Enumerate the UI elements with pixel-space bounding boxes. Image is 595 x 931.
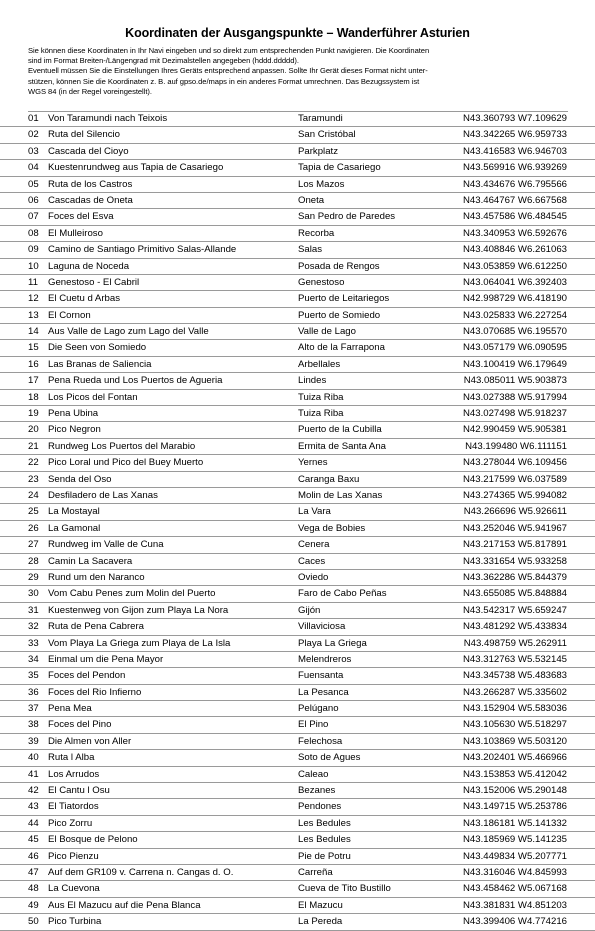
route-name: Von Taramundi nach Teixois xyxy=(48,113,168,124)
start-point: Villaviciosa xyxy=(298,621,346,633)
route-name: Desfiladero de Las Xanas xyxy=(48,489,158,501)
start-point: Soto de Agues xyxy=(298,752,361,764)
row-number: 07 xyxy=(28,211,39,223)
route-name: Pena Ubina xyxy=(48,408,99,420)
table-row xyxy=(0,603,595,619)
table-row xyxy=(0,767,595,783)
coordinates: N43.381831 W4.851203 xyxy=(462,899,567,911)
page-title: Koordinaten der Ausgangspunkte – Wanderführer Asturien xyxy=(125,26,470,40)
route-name: Auf dem GR109 v. Carrena n. Cangas d. O. xyxy=(48,866,234,878)
start-point: Caleao xyxy=(298,768,329,780)
route-name: El Tiatordos xyxy=(48,801,99,813)
start-point: Cenera xyxy=(298,539,330,551)
row-number: 02 xyxy=(28,129,39,141)
coordinates: N42.990459 W5.905381 xyxy=(462,424,567,436)
route-name: Foces del Pendon xyxy=(48,670,126,682)
coordinates: N43.498759 W5.262911 xyxy=(463,637,567,649)
start-point: Lindes xyxy=(298,375,327,387)
coordinates: N43.185969 W5.141235 xyxy=(462,834,567,846)
coordinates: N43.316046 W4.845993 xyxy=(462,866,567,878)
start-point: Vega de Bobies xyxy=(298,522,366,534)
row-number: 26 xyxy=(28,522,39,534)
row-number: 06 xyxy=(28,194,39,206)
row-number: 32 xyxy=(28,621,39,633)
row-number: 44 xyxy=(28,817,39,829)
table-row xyxy=(0,406,595,422)
route-name: Foces del Pino xyxy=(48,719,112,731)
coordinates: N43.416583 W6.946703 xyxy=(462,145,567,157)
route-name: Pico Pienzu xyxy=(48,850,99,862)
row-number: 31 xyxy=(28,604,39,616)
route-name: Vom Playa La Griega zum Playa de La Isla xyxy=(48,637,231,649)
route-name: Einmal um die Pena Mayor xyxy=(48,653,164,665)
table-row xyxy=(0,521,595,537)
route-name: Camino de Santiago Primitivo Salas-Allande xyxy=(48,244,237,256)
start-point: Tapia de Casariego xyxy=(298,162,381,174)
start-point: Pendones xyxy=(298,801,342,813)
row-number: 17 xyxy=(28,375,39,387)
start-point: Cueva de Tito Bustillo xyxy=(298,883,391,895)
start-point: Oviedo xyxy=(298,571,329,583)
route-name: Ruta de los Castros xyxy=(48,178,133,190)
route-name: Genestoso - El Cabril xyxy=(48,276,140,288)
table-row xyxy=(0,668,595,684)
row-number: 34 xyxy=(28,653,39,665)
row-number: 48 xyxy=(28,883,39,895)
table-row xyxy=(0,422,595,438)
start-point: Puerto de Leitariegos xyxy=(298,293,390,305)
start-point: Pelúgano xyxy=(298,703,339,715)
start-point: Tuiza Riba xyxy=(298,391,344,403)
row-number: 27 xyxy=(28,539,39,551)
table-row xyxy=(0,636,595,652)
coordinates: N43.569916 W6.939269 xyxy=(462,162,567,174)
start-point: Les Bedules xyxy=(298,817,351,829)
table-row xyxy=(0,701,595,717)
table-row xyxy=(0,439,595,455)
table-row xyxy=(0,734,595,750)
coordinates: N43.025833 W6.227254 xyxy=(462,309,567,321)
start-point: Pie de Potru xyxy=(298,850,351,862)
table-row xyxy=(0,652,595,668)
row-number: 41 xyxy=(28,768,39,780)
coordinates: N43.266696 W5.926611 xyxy=(463,506,567,518)
start-point: Los Mazos xyxy=(298,178,345,190)
start-point: Yernes xyxy=(298,457,328,469)
row-number: 46 xyxy=(28,850,39,862)
table-row xyxy=(0,373,595,389)
table-row xyxy=(0,209,595,225)
coordinates: N43.057179 W6.090595 xyxy=(462,342,567,354)
coordinates: N43.085011 W5.903873 xyxy=(463,375,567,387)
route-name: Cascadas de Oneta xyxy=(48,194,133,206)
row-number: 35 xyxy=(28,670,39,682)
table-row xyxy=(0,881,595,897)
table-row xyxy=(0,570,595,586)
table-row xyxy=(0,750,595,766)
start-point: Ermita de Santa Ana xyxy=(298,440,386,452)
row-number: 37 xyxy=(28,703,39,715)
table-row xyxy=(0,865,595,881)
start-point: Salas xyxy=(298,244,322,256)
table-row xyxy=(0,537,595,553)
start-point: San Pedro de Paredes xyxy=(298,211,396,223)
row-number: 15 xyxy=(28,342,39,354)
row-number: 39 xyxy=(28,735,39,747)
coordinates-table xyxy=(0,111,595,931)
start-point: Alto de la Farrapona xyxy=(298,342,385,354)
start-point: Valle de Lago xyxy=(298,326,356,338)
coordinates: N43.331654 W5.933258 xyxy=(462,555,567,567)
row-number: 38 xyxy=(28,719,39,731)
coordinates: N43.070685 W6.195570 xyxy=(462,326,567,338)
coordinates: N43.481292 W5.433834 xyxy=(462,621,567,633)
start-point: Felechosa xyxy=(298,735,343,747)
coordinates: N43.217599 W6.037589 xyxy=(462,473,567,485)
table-row xyxy=(0,816,595,832)
start-point: Arbellales xyxy=(298,358,341,370)
coordinates: N43.408846 W6.261063 xyxy=(462,244,567,256)
coordinates: N43.152904 W5.583036 xyxy=(462,703,567,715)
row-number: 04 xyxy=(28,162,39,174)
route-name: Vom Cabu Penes zum Molin del Puerto xyxy=(48,588,216,600)
coordinates: N43.399406 W4.774216 xyxy=(462,916,567,928)
table-row xyxy=(0,619,595,635)
table-row xyxy=(0,717,595,733)
table-row xyxy=(0,259,595,275)
row-number: 40 xyxy=(28,752,39,764)
route-name: Rund um den Naranco xyxy=(48,571,145,583)
start-point: Parkplatz xyxy=(298,145,338,157)
table-row xyxy=(0,177,595,193)
route-name: La Gamonal xyxy=(48,522,101,534)
route-name: Ruta del Silencio xyxy=(48,129,120,141)
start-point: Melendreros xyxy=(298,653,352,665)
coordinates: N43.149715 W5.253786 xyxy=(462,801,567,813)
row-number: 21 xyxy=(28,440,39,452)
table-row xyxy=(0,554,595,570)
route-name: Die Seen von Somiedo xyxy=(48,342,147,354)
route-name: La Cuevona xyxy=(48,883,100,895)
row-number: 08 xyxy=(28,227,39,239)
start-point: San Cristóbal xyxy=(298,129,356,141)
route-name: El Cornon xyxy=(48,309,91,321)
route-name: Foces del Rio Infierno xyxy=(48,686,142,698)
intro-paragraph-2: Eventuell müssen Sie die Einstellungen Ihres Geräts entsprechend anpassen. Sollte Ihr Gerät dieses Format nicht unter- stützen, können Sie die Koordinaten z. B. auf gpso.de/maps in ein anderes Format umrechnen. Das Bezugssystem ist WGS 84 (in der Regel voreingestellt). xyxy=(28,66,428,96)
row-number: 23 xyxy=(28,473,39,485)
table-row xyxy=(0,308,595,324)
route-name: Aus El Mazucu auf die Pena Blanca xyxy=(48,899,201,911)
coordinates: N43.340953 W6.592676 xyxy=(462,227,567,239)
start-point: El Pino xyxy=(298,719,329,731)
start-point: Gijón xyxy=(298,604,321,616)
start-point: Fuensanta xyxy=(298,670,344,682)
coordinates: N43.153853 W5.412042 xyxy=(462,768,567,780)
row-number: 03 xyxy=(28,145,39,157)
coordinates: N43.434676 W6.795566 xyxy=(462,178,567,190)
coordinates: N42.998729 W6.418190 xyxy=(462,293,567,305)
row-number: 05 xyxy=(28,178,39,190)
start-point: Faro de Cabo Peñas xyxy=(298,588,387,600)
route-name: Senda del Oso xyxy=(48,473,112,485)
start-point: Genestoso xyxy=(298,276,345,288)
table-row xyxy=(0,914,595,930)
coordinates: N43.053859 W6.612250 xyxy=(462,260,567,272)
intro-text xyxy=(28,46,573,97)
route-name: Pena Mea xyxy=(48,703,92,715)
row-number: 30 xyxy=(28,588,39,600)
route-name: Cascada del Cioyo xyxy=(48,145,129,157)
row-number: 16 xyxy=(28,358,39,370)
row-number: 10 xyxy=(28,260,39,272)
route-name: Kuestenrundweg aus Tapia de Casariego xyxy=(48,162,224,174)
row-number: 33 xyxy=(28,637,39,649)
start-point: La Pesanca xyxy=(298,686,349,698)
start-point: Puerto de la Cubilla xyxy=(298,424,382,436)
route-name: Ruta l Alba xyxy=(48,752,95,764)
table-row xyxy=(0,488,595,504)
table-row xyxy=(0,455,595,471)
route-name: Aus Valle de Lago zum Lago del Valle xyxy=(48,326,209,338)
row-number: 24 xyxy=(28,489,39,501)
coordinates: N43.202401 W5.466966 xyxy=(462,752,567,764)
route-name: Pico Zorru xyxy=(48,817,93,829)
table-row xyxy=(0,226,595,242)
table-row xyxy=(0,390,595,406)
route-name: Foces del Esva xyxy=(48,211,114,223)
table-row xyxy=(0,242,595,258)
start-point: Taramundi xyxy=(298,113,343,124)
coordinates: N43.449834 W5.207771 xyxy=(462,850,567,862)
row-number: 36 xyxy=(28,686,39,698)
coordinates: N43.027498 W5.918237 xyxy=(462,408,567,420)
start-point: El Mazucu xyxy=(298,899,343,911)
coordinates: N43.252046 W5.941967 xyxy=(462,522,567,534)
table-row xyxy=(0,849,595,865)
coordinates: N43.064041 W6.392403 xyxy=(462,276,567,288)
start-point: Caranga Baxu xyxy=(298,473,360,485)
start-point: Caces xyxy=(298,555,326,567)
route-name: El Cuetu d Arbas xyxy=(48,293,120,305)
route-name: El Mulleiroso xyxy=(48,227,103,239)
route-name: Pico Negron xyxy=(48,424,101,436)
route-name: Pico Loral und Pico del Buey Muerto xyxy=(48,457,204,469)
route-name: Los Picos del Fontan xyxy=(48,391,138,403)
table-row xyxy=(0,685,595,701)
table-row xyxy=(0,275,595,291)
row-number: 45 xyxy=(28,834,39,846)
route-name: El Bosque de Pelono xyxy=(48,834,138,846)
row-number: 25 xyxy=(28,506,39,518)
table-row xyxy=(0,291,595,307)
route-name: Camin La Sacavera xyxy=(48,555,133,567)
table-row xyxy=(0,799,595,815)
coordinates: N43.266287 W5.335602 xyxy=(462,686,567,698)
row-number: 19 xyxy=(28,408,39,420)
row-number: 42 xyxy=(28,785,39,797)
row-number: 20 xyxy=(28,424,39,436)
coordinates: N43.027388 W5.917994 xyxy=(462,391,567,403)
coordinates: N43.152006 W5.290148 xyxy=(462,785,567,797)
route-name: La Mostayal xyxy=(48,506,100,518)
start-point: Molin de Las Xanas xyxy=(298,489,383,501)
table-row xyxy=(0,472,595,488)
row-number: 13 xyxy=(28,309,39,321)
table-row xyxy=(0,832,595,848)
coordinates: N43.458462 W5.067168 xyxy=(462,883,567,895)
row-number: 11 xyxy=(28,276,38,288)
row-number: 09 xyxy=(28,244,39,256)
intro-paragraph-1: Sie können diese Koordinaten in Ihr Navi eingeben und so direkt zum entsprechenden Punkt navigieren. Die Koordinaten sind im Format Breiten-/Längengrad mit Dezimalstellen angegeben (hddd.ddddd). xyxy=(28,46,430,66)
start-point: Playa La Griega xyxy=(298,637,367,649)
coordinates: N43.100419 W6.179649 xyxy=(462,358,567,370)
coordinates: N43.217153 W5.817891 xyxy=(462,539,567,551)
route-name: Los Arrudos xyxy=(48,768,100,780)
row-number: 14 xyxy=(28,326,39,338)
row-number: 18 xyxy=(28,391,39,403)
row-number: 50 xyxy=(28,916,39,928)
start-point: Recorba xyxy=(298,227,335,239)
row-number: 29 xyxy=(28,571,39,583)
route-name: Kuestenweg von Gijon zum Playa La Nora xyxy=(48,604,229,616)
coordinates: N43.342265 W6.959733 xyxy=(462,129,567,141)
start-point: Les Bedules xyxy=(298,834,351,846)
row-number: 22 xyxy=(28,457,39,469)
start-point: Bezanes xyxy=(298,785,336,797)
route-name: Pico Turbina xyxy=(48,916,102,928)
table-row xyxy=(0,193,595,209)
coordinates: N43.360793 W7.109629 xyxy=(462,113,567,124)
start-point: Tuiza Riba xyxy=(298,408,344,420)
route-name: Pena Rueda und Los Puertos de Agueria xyxy=(48,375,223,387)
coordinates: N43.362286 W5.844379 xyxy=(462,571,567,583)
start-point: Oneta xyxy=(298,194,325,206)
table-row xyxy=(0,586,595,602)
table-row xyxy=(0,783,595,799)
route-name: Die Almen von Aller xyxy=(48,735,132,747)
table-row xyxy=(0,898,595,914)
coordinates: N43.464767 W6.667568 xyxy=(462,194,567,206)
coordinates: N43.457586 W6.484545 xyxy=(462,211,567,223)
row-number: 43 xyxy=(28,801,39,813)
start-point: La Pereda xyxy=(298,916,343,928)
row-number: 28 xyxy=(28,555,39,567)
coordinates: N43.105630 W5.518297 xyxy=(462,719,567,731)
coordinates: N43.274365 W5.994082 xyxy=(462,489,567,501)
route-name: Laguna de Noceda xyxy=(48,260,130,272)
row-number: 47 xyxy=(28,866,39,878)
table-row xyxy=(0,340,595,356)
coordinates: N43.103869 W5.503120 xyxy=(462,735,567,747)
table-row xyxy=(0,160,595,176)
coordinates: N43.345738 W5.483683 xyxy=(462,670,567,682)
start-point: Posada de Rengos xyxy=(298,260,380,272)
route-name: Las Branas de Saliencia xyxy=(48,358,152,370)
table-row xyxy=(0,504,595,520)
coordinates: N43.655085 W5.848884 xyxy=(462,588,567,600)
route-name: El Cantu l Osu xyxy=(48,785,110,797)
start-point: Carreña xyxy=(298,866,333,878)
row-number: 01 xyxy=(28,113,39,124)
row-number: 49 xyxy=(28,899,39,911)
route-name: Rundweg Los Puertos del Marabio xyxy=(48,440,196,452)
coordinates: N43.542317 W5.659247 xyxy=(462,604,567,616)
row-number: 12 xyxy=(28,293,39,305)
coordinates: N43.278044 W6.109456 xyxy=(462,457,567,469)
coordinates: N43.186181 W5.141332 xyxy=(462,817,567,829)
table-row xyxy=(0,127,595,143)
start-point: La Vara xyxy=(298,506,331,518)
table-row xyxy=(0,324,595,340)
route-name: Ruta de Pena Cabrera xyxy=(48,621,144,633)
route-name: Rundweg im Valle de Cuna xyxy=(48,539,164,551)
table-row xyxy=(0,357,595,373)
coordinates: N43.312763 W5.532145 xyxy=(462,653,567,665)
start-point: Puerto de Somiedo xyxy=(298,309,381,321)
table-row xyxy=(0,144,595,160)
coordinates: N43.199480 W6.111151 xyxy=(465,440,567,452)
table-row xyxy=(0,111,595,127)
